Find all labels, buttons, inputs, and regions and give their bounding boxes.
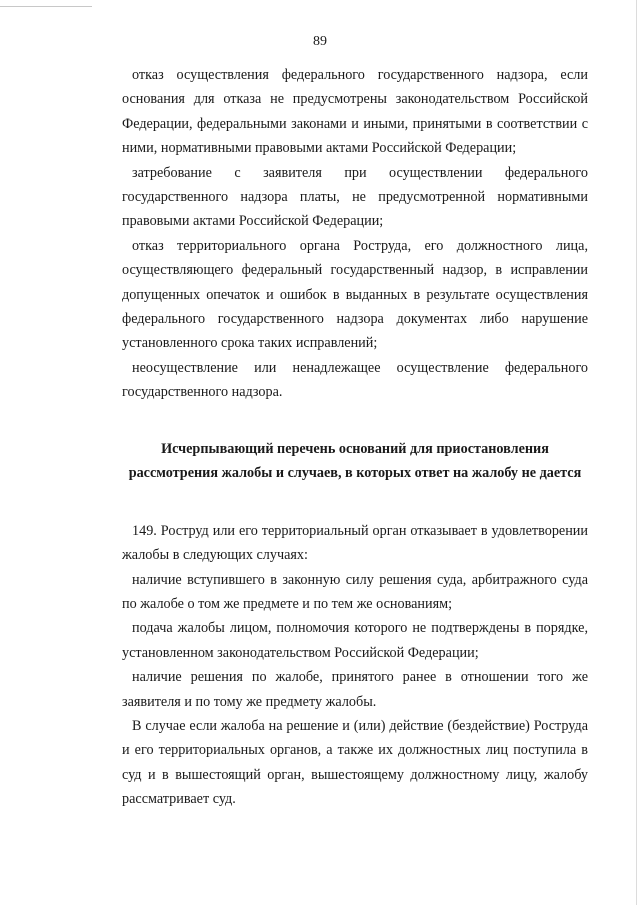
document-body (122, 63, 588, 812)
scan-edge-right (636, 0, 637, 905)
paragraph-unconfirmed-authority: подача жалобы лицом, полномочия которого не подтверждены в порядке, установленном законодательством Российской Федерации; (122, 620, 588, 661)
paragraph-refusal-of-supervision: отказ осуществления федерального государственного надзора, если основания для отказа не предусмотрены законодательством Российской Федерации, федеральными законами и иными, принятыми в соответствии с ними, нормативными правовыми актами Российской Федерации; (122, 67, 588, 157)
paragraph-demand-of-payment: затребование с заявителя при осуществлении федерального государственного надзора платы, не предусмотренной нормативными правовыми актами Российской Федерации; (122, 164, 588, 230)
paragraph-improper-supervision: неосуществление или ненадлежащее осуществление федерального государственного надзора. (122, 359, 588, 401)
paragraph-court-consideration: В случае если жалоба на решение и (или) действие (бездействие) Роструда и его территориальных органов, а также их должностных лиц поступила в суд и в вышестоящий орган, вышестоящему должностному лицу, жалобу рассматривает суд. (122, 717, 588, 808)
paragraph-court-decision: наличие вступившего в законную силу решения суда, арбитражного суда по жалобе о том же предмете и по тем же основаниям; (122, 571, 588, 612)
scan-edge-top (0, 6, 92, 7)
paragraph-refusal-to-correct-errors: отказ территориального органа Роструда, его должностного лица, осуществляющего федеральный государственный надзор, в исправлении допущенных опечаток и ошибок в выданных в результате осуществления федерального государственного надзора документах либо нарушение установленного срока таких исправлений; (122, 237, 588, 352)
page-number: 89 (313, 34, 327, 49)
section-heading-line-2: рассмотрения жалобы и случаев, в которых ответ на жалобу не дается (128, 464, 582, 481)
paragraph-previous-decision: наличие решения по жалобе, принятого ранее в отношении того же заявителя и по тому же предмету жалобы. (122, 669, 588, 710)
section-heading-line-1: Исчерпывающий перечень оснований для приостановления (161, 440, 549, 457)
paragraph-149-intro: 149. Роструд или его территориальный орган отказывает в удовлетворении жалобы в следующих случаях: (122, 522, 588, 564)
section-heading (122, 437, 588, 485)
